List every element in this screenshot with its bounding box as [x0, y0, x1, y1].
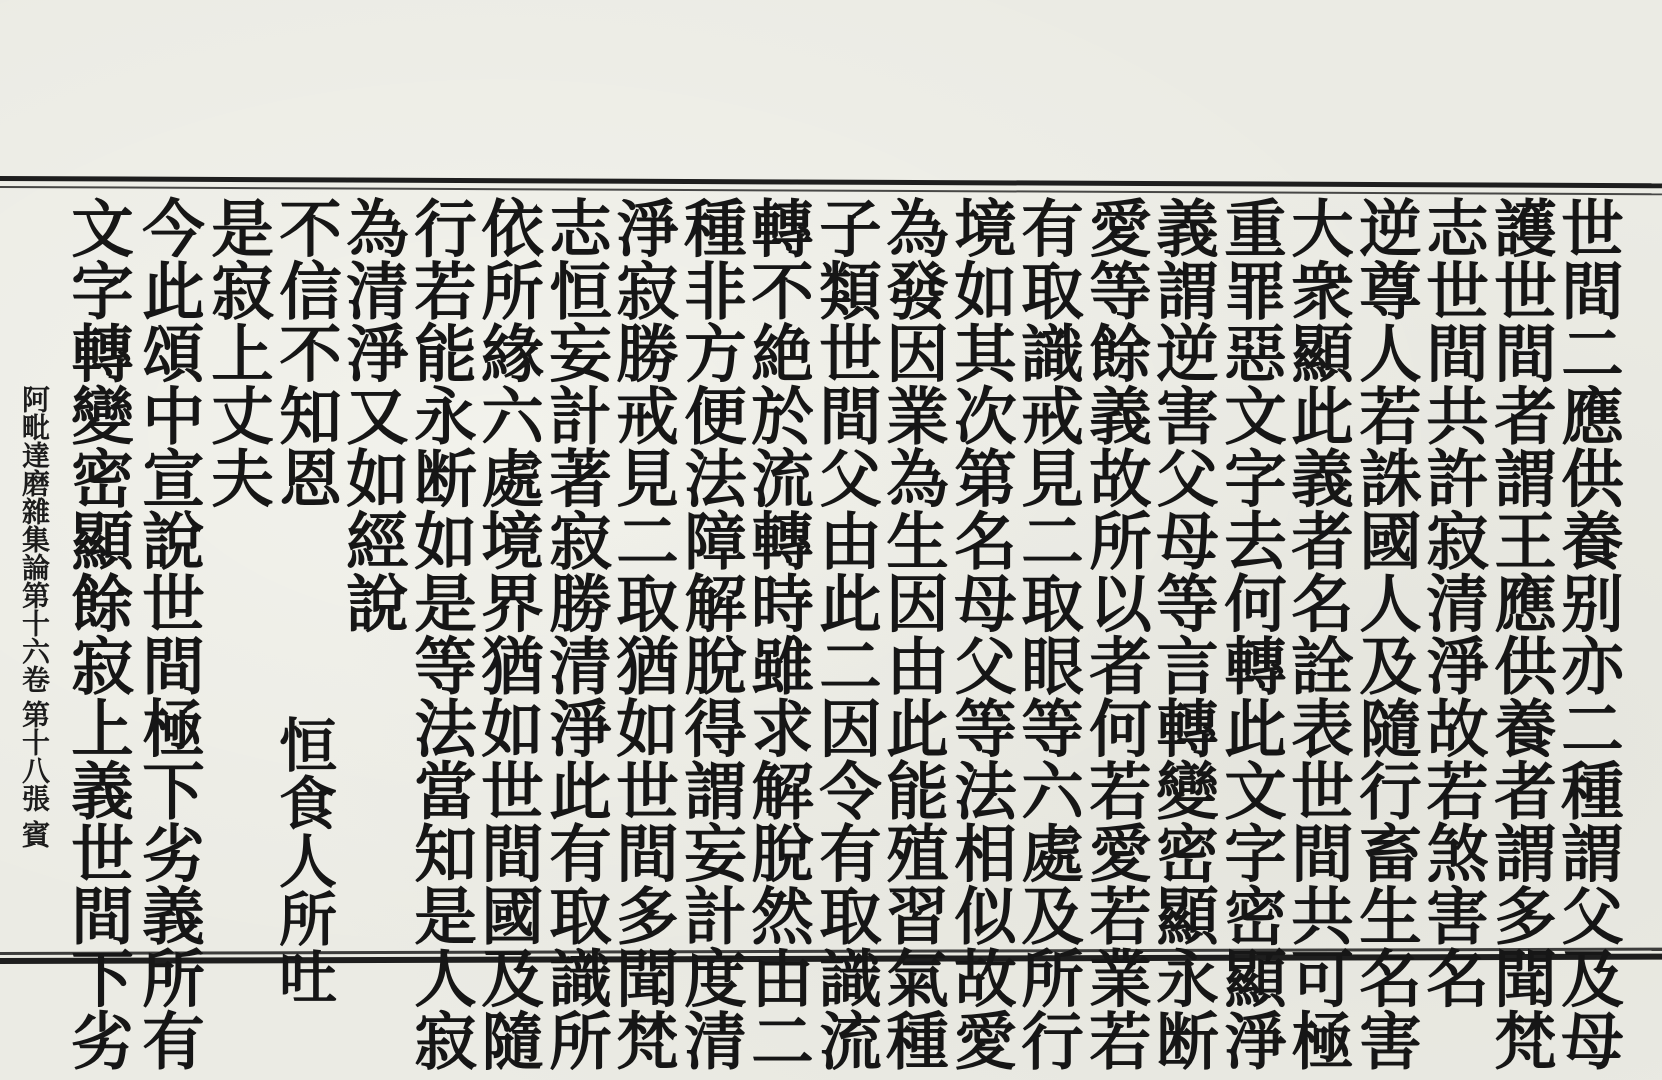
text-column-2: 護世間者謂王應供養者謂多聞梵: [1483, 196, 1558, 1071]
text-column-16: 志恒妄計著寂勝清淨此有取識所: [538, 196, 613, 1071]
verse-line-1d: [269, 715, 337, 1005]
text-column-10: 境如其次第名母父等法相似故愛: [943, 196, 1018, 1071]
text-column-5: 大衆顯此義者名詮表世間共可極: [1280, 196, 1355, 1071]
footer-title: 阿毗達磨雜集論第十六卷: [18, 385, 51, 693]
text-column-13: 轉不絶於流轉時雖求解脫然由二: [740, 196, 815, 1071]
text-column-18: 行若能永断如是等法當知是人寂: [403, 196, 478, 1071]
text-column-1: 世間二應供養别亦二種謂父及母: [1550, 196, 1625, 1071]
text-column-15: 淨寂勝戒見二取猶如世間多聞梵: [605, 196, 680, 1071]
text-column-14: 種非方便法障解脫得謂妄計度清: [673, 196, 748, 1071]
text-column-7: 義謂逆害父母等言轉變密顯永断: [1145, 196, 1220, 1071]
text-column-12: 子類世間父由此二因令有取識流: [808, 196, 883, 1071]
text-column-8: 愛等餘義故所以者何若愛若業若: [1078, 196, 1153, 1071]
text-column-22: 今此頌中宣說世間極下劣義所有: [131, 196, 206, 1071]
verse-phrase-a: 不信不知恩: [268, 196, 343, 509]
text-column-3: 志世間共許寂清淨故若煞害名: [1415, 196, 1490, 1009]
footer-mark: 賓: [18, 820, 51, 848]
footer-page: 第十八張: [18, 700, 51, 812]
text-column-17: 依所緣六處境界猶如世間國及隨: [470, 196, 545, 1071]
text-column-6: 重罪惡文字去何轉此文字密顯淨: [1213, 196, 1288, 1071]
verse-line-1: [268, 196, 343, 509]
text-column-9: 有取識戒見二取眼等六處及所行: [1010, 196, 1085, 1071]
text-column-19: 為清淨又如經說: [335, 196, 410, 634]
text-column-11: 為發因業為生因由此能殖習氣種: [875, 196, 950, 1071]
text-column-23: 文字轉變密顯餘寂上義世間下劣: [60, 196, 135, 1071]
verse-phrase-c: 恒食人所吐: [269, 715, 337, 1005]
text-column-4: 逆尊人若誅國人及隨行畜生名害: [1348, 196, 1423, 1071]
verse-line-2: 是寂上丈夫: [200, 196, 275, 509]
